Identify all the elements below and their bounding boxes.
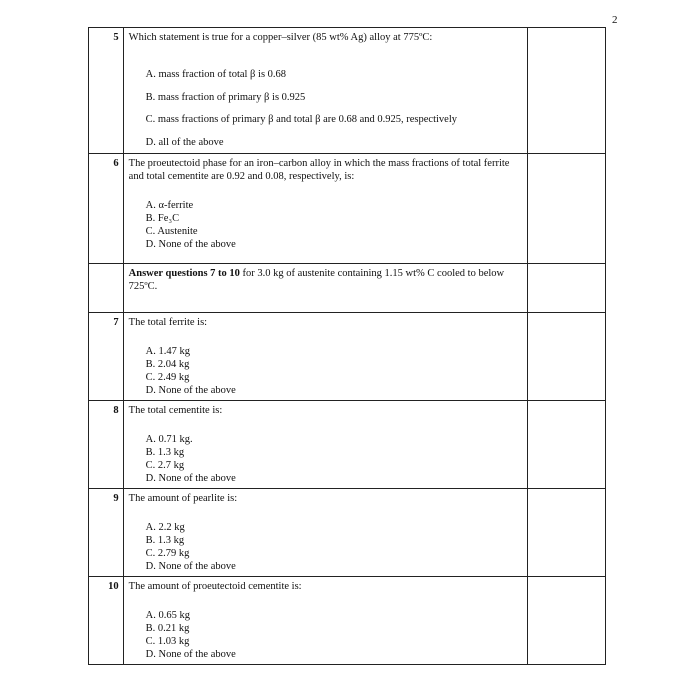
option-c: C. mass fractions of primary β and total β are 0.68 and 0.925, respectively xyxy=(145,114,457,125)
question-content xyxy=(123,401,528,489)
answer-cell xyxy=(528,577,606,665)
option-d: D. None of the above xyxy=(145,385,236,396)
question-content xyxy=(123,577,528,665)
question-stem: The proeutectoid phase for an iron–carbon alloy in which the mass fractions of total ferrite and total cementite are 0.92 and 0.08, respectively, is: xyxy=(128,158,510,182)
answer-cell xyxy=(528,489,606,577)
question-number xyxy=(89,264,124,313)
question-row-5 xyxy=(89,28,606,154)
question-number: 5 xyxy=(89,28,124,154)
option-b: B. Fe₃C xyxy=(145,213,180,224)
option-b: B. 0.21 kg xyxy=(145,623,190,634)
question-content xyxy=(123,154,528,264)
option-c: C. 1.03 kg xyxy=(145,636,190,647)
question-row-9 xyxy=(89,489,606,577)
option-a: A. mass fraction of total β is 0.68 xyxy=(145,69,287,80)
options-list xyxy=(129,68,524,149)
option-d: D. None of the above xyxy=(145,239,236,250)
options-list xyxy=(129,433,524,485)
page-number: 2 xyxy=(612,14,618,26)
answer-cell xyxy=(528,154,606,264)
option-b: B. 2.04 kg xyxy=(145,359,190,370)
question-content xyxy=(123,489,528,577)
option-b: B. mass fraction of primary β is 0.925 xyxy=(145,91,306,103)
option-a: A. α-ferrite xyxy=(145,200,194,211)
answer-cell xyxy=(528,313,606,401)
question-row-7 xyxy=(89,313,606,401)
option-d: D. all of the above xyxy=(145,136,224,148)
question-stem: The total cementite is: xyxy=(128,405,223,416)
question-number: 6 xyxy=(89,154,124,264)
option-d: D. None of the above xyxy=(145,473,236,484)
question-stem: Which statement is true for a copper–silver (85 wt% Ag) alloy at 775ºC: xyxy=(128,32,433,43)
option-b: B. 1.3 kg xyxy=(145,447,185,458)
option-a: A. 0.71 kg. xyxy=(145,434,193,445)
answer-cell xyxy=(528,264,606,313)
question-row-8 xyxy=(89,401,606,489)
option-c: C. 2.7 kg xyxy=(145,460,185,471)
question-table xyxy=(88,27,606,665)
instruction-text xyxy=(129,267,524,293)
option-c: C. 2.79 kg xyxy=(145,548,190,559)
question-row-10 xyxy=(89,577,606,665)
option-b: B. 1.3 kg xyxy=(145,535,185,546)
question-number: 9 xyxy=(89,489,124,577)
options-list xyxy=(129,521,524,573)
question-content xyxy=(123,313,528,401)
option-a: A. 1.47 kg xyxy=(145,346,191,357)
options-list xyxy=(129,609,524,661)
option-d: D. None of the above xyxy=(145,649,236,660)
option-a: A. 0.65 kg xyxy=(145,610,191,621)
option-d: D. None of the above xyxy=(145,561,236,572)
instruction-bold: Answer questions 7 to 10 xyxy=(128,268,240,279)
question-number: 10 xyxy=(89,577,124,665)
answer-cell xyxy=(528,28,606,154)
answer-cell xyxy=(528,401,606,489)
question-stem: The amount of pearlite is: xyxy=(128,493,238,504)
question-number: 8 xyxy=(89,401,124,489)
instruction-rest: for 3.0 kg of austenite containing 1.15 wt% C cooled to below 725ºC. xyxy=(128,268,505,292)
question-row-6 xyxy=(89,154,606,264)
options-list xyxy=(129,199,524,251)
question-content xyxy=(123,28,528,154)
option-a: A. 2.2 kg xyxy=(145,522,185,533)
instruction-row xyxy=(89,264,606,313)
question-number: 7 xyxy=(89,313,124,401)
question-stem: The total ferrite is: xyxy=(128,317,208,328)
option-c: C. Austenite xyxy=(145,226,198,237)
question-stem: The amount of proeutectoid cementite is: xyxy=(128,581,302,592)
option-c: C. 2.49 kg xyxy=(145,372,190,383)
instruction-content xyxy=(123,264,528,313)
options-list xyxy=(129,345,524,397)
